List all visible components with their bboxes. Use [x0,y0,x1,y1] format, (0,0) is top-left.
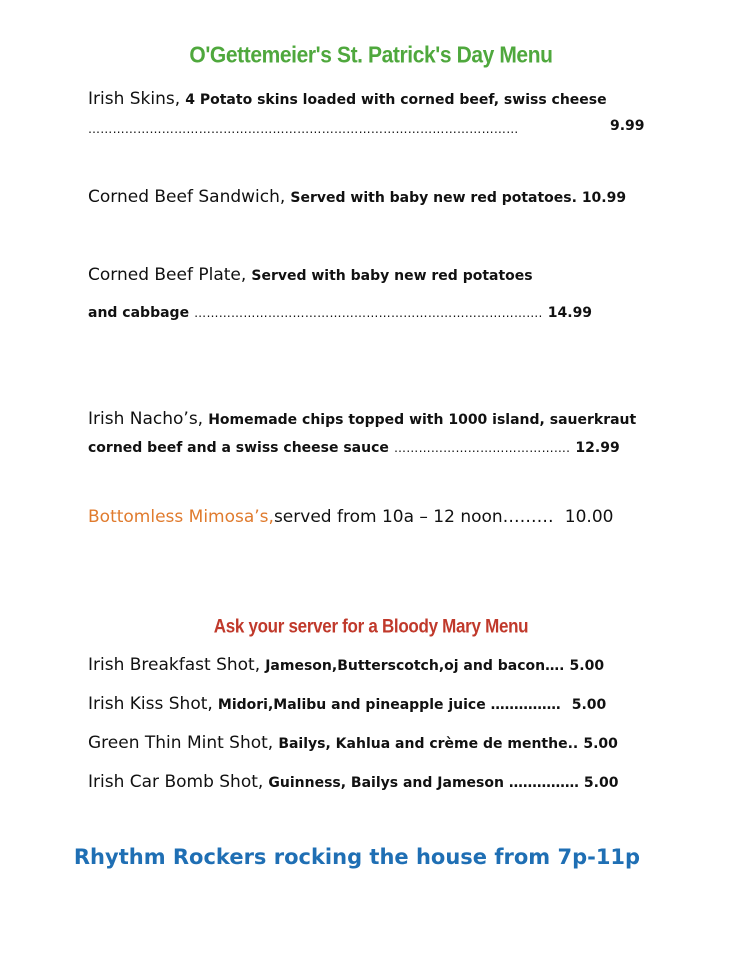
item-description-continued: corned beef and a swiss cheese sauce [88,440,389,456]
shot-name: Irish Kiss Shot, [88,694,213,714]
page-title: O'Gettemeier's St. Patrick's Day Menu [189,42,553,69]
item-name: Irish Skins, [88,89,181,109]
bloody-mary-heading: Ask your server for a Bloody Mary Menu [213,615,529,638]
menu-item-corned-beef-plate-line2 [88,302,592,321]
mimosa-name: Bottomless Mimosa’s, [88,507,274,527]
shot-price: 5.00 [583,775,619,791]
item-description-continued: and cabbage [88,305,190,321]
item-price: 9.99 [610,118,645,134]
item-name: Corned Beef Sandwich, [88,187,286,207]
shot-description: Jameson,Butterscotch,oj and bacon…. [265,658,565,674]
item-name: Irish Nacho’s, [88,409,204,429]
shot-name: Irish Breakfast Shot, [88,655,261,675]
shot-price: 5.00 [569,658,605,674]
menu-item-corned-beef-plate [88,265,533,285]
shot-name: Irish Car Bomb Shot, [88,772,264,792]
item-leader-dots: …………………………………………………………………………………………… [88,122,519,136]
item-price: 14.99 [547,305,593,321]
item-description: Served with baby new red potatoes [251,268,533,284]
menu-item-irish-nachos [88,409,636,429]
item-description: 4 Potato skins loaded with corned beef, swiss cheese [185,92,607,108]
shot-price: 5.00 [583,736,618,752]
shot-name: Green Thin Mint Shot, [88,733,274,753]
item-name: Corned Beef Plate, [88,265,247,285]
mimosa-price: 10.00 [564,507,614,527]
item-price: 12.99 [575,440,620,456]
item-leader-dots: ……………………………………. [393,441,571,455]
item-description: Homemade chips topped with 1000 island, sauerkraut [208,412,637,428]
item-leader-dots: …………………………………………………………………………. [194,306,543,320]
shot-irish-kiss [88,694,606,714]
menu-item-irish-skins [88,89,607,109]
menu-item-irish-skins-price-line [88,118,648,137]
live-music-announcement: Rhythm Rockers rocking the house from 7p-11p [73,845,641,869]
shot-irish-breakfast [88,655,604,675]
menu-item-corned-beef-sandwich [88,187,626,207]
menu-item-irish-nachos-line2 [88,437,620,456]
shot-description: Midori,Malibu and pineapple juice …………… [217,697,561,713]
shot-irish-car-bomb [88,772,618,792]
mimosa-description: served from 10a – 12 noon……… [273,507,554,527]
shot-green-thin-mint [88,733,618,753]
item-description: Served with baby new red potatoes. 10.99 [290,190,627,206]
shot-description: Bailys, Kahlua and crème de menthe.. [278,736,579,752]
shot-price: 5.00 [571,697,607,713]
menu-item-bottomless-mimosa [88,507,613,527]
shot-description: Guinness, Bailys and Jameson …………… [268,775,579,791]
